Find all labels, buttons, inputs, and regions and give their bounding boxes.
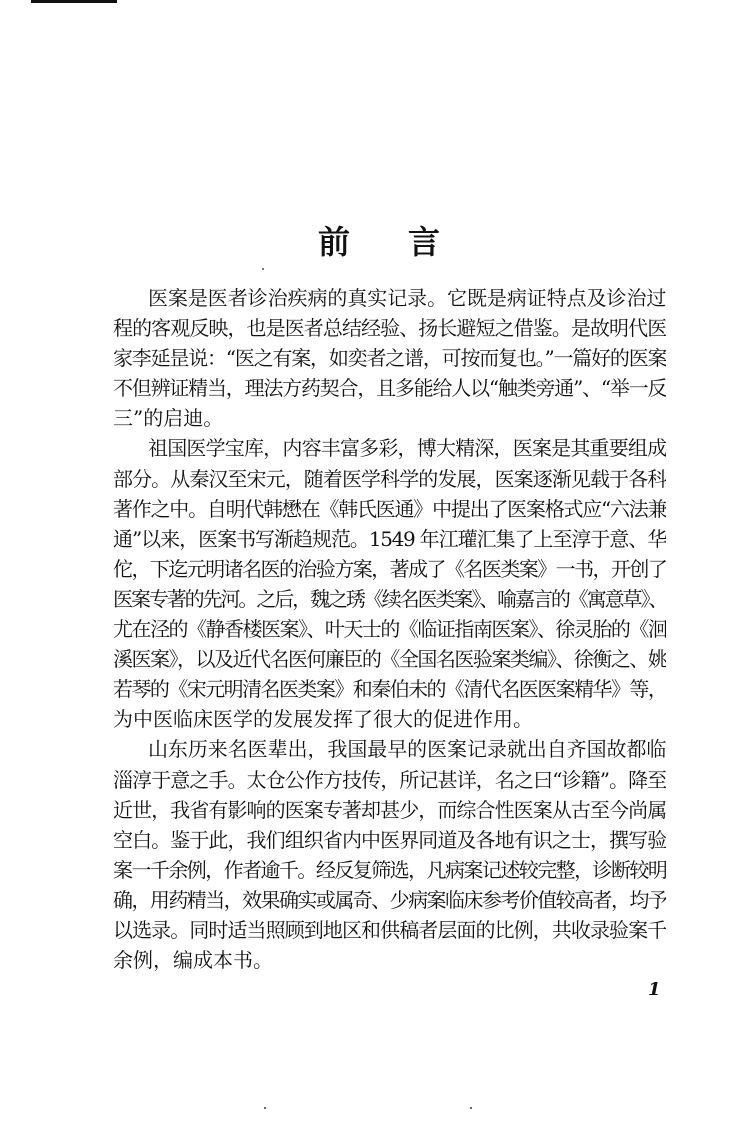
page-number: 1 (648, 979, 661, 1000)
text-line: 三”的启迪。 (113, 406, 224, 431)
scan-speck (262, 268, 264, 270)
text-line: 医案专著的先河。之后，魏之琇《续名医类案》、喻嘉言的《寓意草》、 (113, 586, 666, 611)
text-line: 山东历来名医辈出，我国最早的医案记录就出自齐国故都临 (148, 737, 666, 762)
text-line: 确，用药精当，效果确实或属奇、少病案临床参考价值较高者，均予 (113, 887, 666, 912)
text-line: 案一千余例，作者逾千。经反复筛选，凡病案记述较完整，诊断较明 (113, 857, 666, 882)
text-line: 祖国医学宝库，内容丰富多彩，博大精深，医案是其重要组成 (148, 436, 666, 461)
paragraph (113, 433, 666, 734)
paragraph (113, 283, 666, 433)
text-line: 家李延昰说：“医之有案，如奕者之谱，可按而复也。”一篇好的医案 (113, 346, 666, 371)
text-line: 不但辨证精当，理法方药契合，且多能给人以“触类旁通”、“举一反 (113, 376, 666, 401)
text-line: 部分。从秦汉至宋元，随着医学科学的发展，医案逐渐见载于各科 (113, 466, 666, 491)
paragraph (113, 734, 666, 975)
text-line: 通”以来，医案书写渐趋规范。1549 年江瓘汇集了上至淳于意、华 (113, 526, 666, 551)
text-line: 空白。鉴于此，我们组织省内中医界同道及各地有识之士，撰写验 (113, 827, 666, 852)
text-line: 医案是医者诊治疾病的真实记录。它既是病证特点及诊治过 (148, 286, 666, 310)
scan-speck (264, 1107, 266, 1109)
text-line: 若琴的《宋元明清名医类案》和秦伯未的《清代名医医案精华》等， (113, 677, 666, 702)
scan-edge-bar (31, 0, 117, 3)
heading-char-1: 前 (318, 223, 351, 261)
heading-char-2: 言 (408, 223, 441, 261)
text-line: 以选录。同时适当照顾到地区和供稿者层面的比例，共收录验案千 (113, 917, 666, 942)
text-line: 淄淳于意之手。太仓公作方技传，所记甚详，名之曰“诊籍”。降至 (113, 767, 666, 792)
text-line: 余例，编成本书。 (113, 948, 273, 973)
scan-speck (470, 1107, 472, 1109)
text-line: 著作之中。自明代韩懋在《韩氏医通》中提出了医案格式应“六法兼 (113, 496, 666, 521)
text-line: 程的客观反映，也是医者总结经验、扬长避短之借鉴。是故明代医 (113, 316, 666, 341)
text-line: 佗，下迄元明诸名医的治验方案，著成了《名医类案》一书，开创了 (113, 556, 666, 581)
text-line: 近世，我省有影响的医案专著却甚少，而综合性医案从古至今尚属 (113, 797, 666, 822)
text-line: 为中医临床医学的发展发挥了很大的促进作用。 (113, 707, 533, 732)
preface-body (113, 283, 666, 975)
text-line: 尤在泾的《静香楼医案》、叶天士的《临证指南医案》、徐灵胎的《洄 (113, 617, 666, 642)
text-line: 溪医案》，以及近代名医何廉臣的《全国名医验案类编》、徐衡之、姚 (113, 647, 666, 672)
